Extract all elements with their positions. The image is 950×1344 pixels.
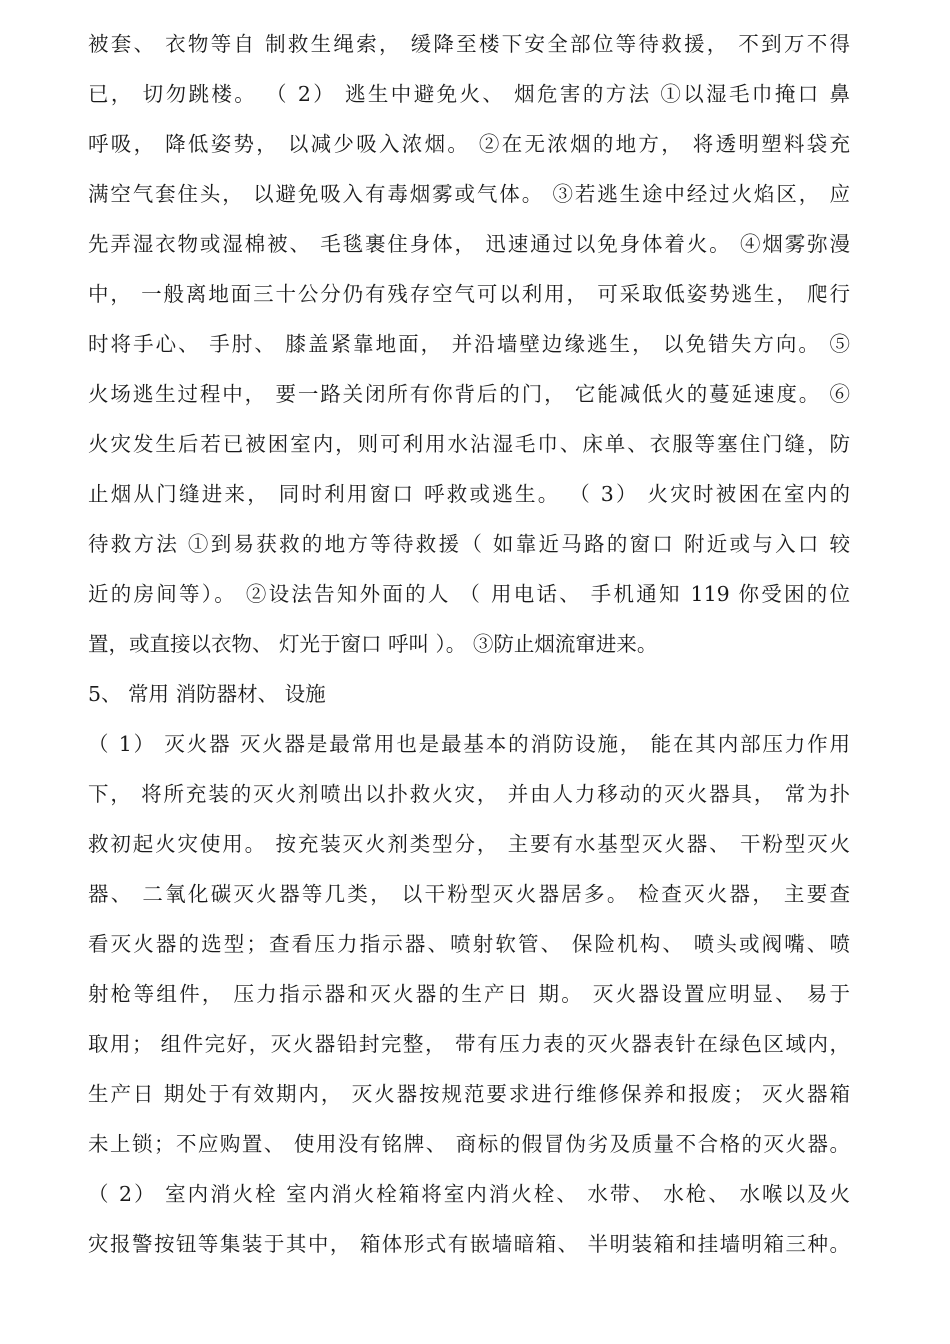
text-line: 看灭火器的选型；查看压力指示器、喷射软管、 保险机构、 喷头或阀嘴、喷: [88, 932, 850, 956]
text-line: 器、 二氧化碳灭火器等几类， 以干粉型灭火器居多。 检查灭火器， 主要查: [88, 882, 850, 906]
text-line: 止烟从门缝进来， 同时利用窗口 呼救或逃生。 （ 3） 火灾时被困在室内的: [88, 482, 850, 506]
text-line: 被套、 衣物等自 制救生绳索， 缓降至楼下安全部位等待救援， 不到万不得: [88, 32, 850, 56]
text-line: （ 2） 室内消火栓 室内消火栓箱将室内消火栓、 水带、 水枪、 水喉以及火: [88, 1182, 850, 1206]
text-line: 已， 切勿跳楼。 （ 2） 逃生中避免火、 烟危害的方法 ①以湿毛巾掩口 鼻: [88, 82, 850, 106]
text-line: 火场逃生过程中， 要一路关闭所有你背后的门， 它能减低火的蔓延速度。 ⑥: [88, 382, 850, 406]
text-line: 生产日 期处于有效期内， 灭火器按规范要求进行维修保养和报废； 灭火器箱: [88, 1082, 850, 1106]
text-line: （ 1） 灭火器 灭火器是最常用也是最基本的消防设施， 能在其内部压力作用: [88, 732, 850, 756]
text-line: 先弄湿衣物或湿棉被、 毛毯裹住身体， 迅速通过以免身体着火。 ④烟雾弥漫: [88, 232, 850, 256]
text-line: 呼吸， 降低姿势， 以减少吸入浓烟。 ②在无浓烟的地方， 将透明塑料袋充: [88, 132, 850, 156]
text-line: 射枪等组件， 压力指示器和灭火器的生产日 期。 灭火器设置应明显、 易于: [88, 982, 850, 1006]
text-line: 下， 将所充装的灭火剂喷出以扑救火灾， 并由人力移动的灭火器具， 常为扑: [88, 782, 850, 806]
text-line: 取用； 组件完好，灭火器铅封完整， 带有压力表的灭火器表针在绿色区域内，: [88, 1032, 850, 1056]
text-line: 时将手心、 手肘、 膝盖紧靠地面， 并沿墙壁边缘逃生， 以免错失方向。 ⑤: [88, 332, 850, 356]
text-line: 救初起火灾使用。 按充装灭火剂类型分， 主要有水基型灭火器、 干粉型灭火: [88, 832, 850, 856]
text-line: 待救方法 ①到易获救的地方等待救援（ 如靠近马路的窗口 附近或与入口 较: [88, 532, 850, 556]
section-heading: 5、 常用 消防器材、 设施: [88, 682, 326, 706]
text-line: 满空气套住头， 以避免吸入有毒烟雾或气体。 ③若逃生途中经过火焰区， 应: [88, 182, 850, 206]
text-line: 中， 一般离地面三十公分仍有残存空气可以利用， 可采取低姿势逃生， 爬行: [88, 282, 850, 306]
text-line: 置，或直接以衣物、 灯光于窗口 呼叫 ）。 ③防止烟流窜进来。: [88, 632, 658, 656]
text-line: 灾报警按钮等集装于其中， 箱体形式有嵌墙暗箱、 半明装箱和挂墙明箱三种。: [88, 1232, 850, 1256]
text-line: 未上锁；不应购置、 使用没有铭牌、 商标的假冒伪劣及质量不合格的灭火器。: [88, 1132, 850, 1156]
text-line: 火灾发生后若已被困室内，则可利用水沾湿毛巾、床单、衣服等塞住门缝，防: [88, 432, 850, 456]
text-line: 近的房间等）。 ②设法告知外面的人 （ 用电话、 手机通知 119 你受困的位: [88, 582, 850, 606]
